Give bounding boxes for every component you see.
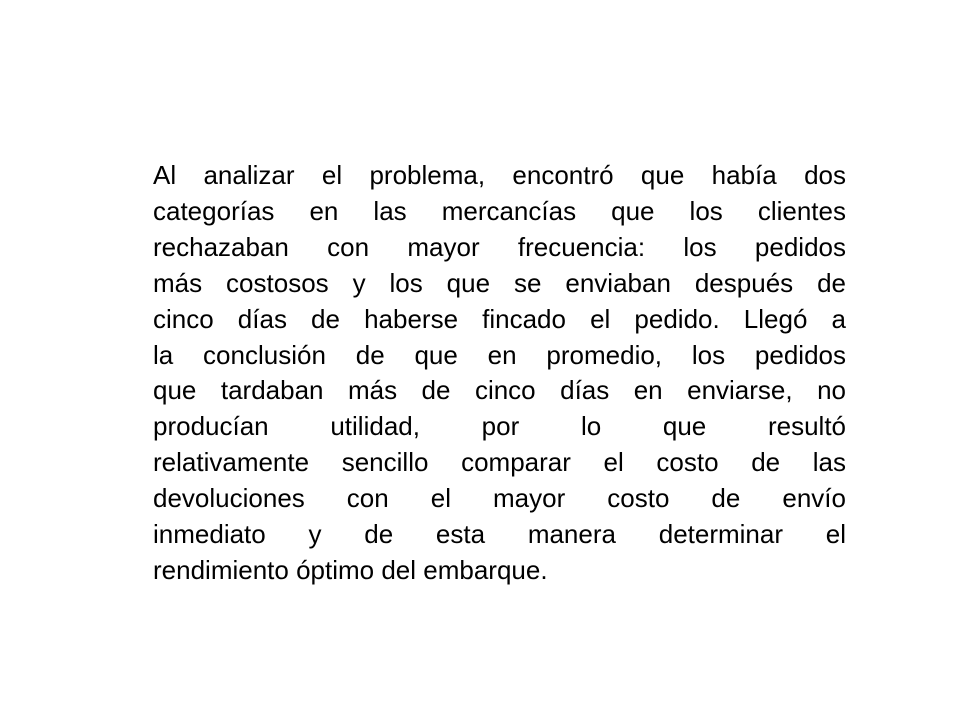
paragraph-line: relativamente sencillo comparar el costo de las [153,447,846,478]
paragraph-line: la conclusión de que en promedio, los pedidos [153,339,846,370]
paragraph-line: categorías en las mercancías que los clientes [153,195,846,226]
paragraph-line: rendimiento óptimo del embarque. [153,554,548,585]
paragraph-line: más costosos y los que se enviaban después de [153,267,846,298]
body-paragraph [153,158,846,589]
paragraph-line: que tardaban más de cinco días en enviarse, no [153,375,846,406]
paragraph-line: producían utilidad, por lo que resultó [153,411,846,442]
paragraph-line: rechazaban con mayor frecuencia: los pedidos [153,231,846,262]
paragraph-line: Al analizar el problema, encontró que había dos [153,160,846,190]
paragraph-line: inmediato y de esta manera determinar el [153,519,846,550]
paragraph-line: cinco días de haberse fincado el pedido. Llegó a [153,303,846,334]
paragraph-line: devoluciones con el mayor costo de envío [153,483,846,514]
